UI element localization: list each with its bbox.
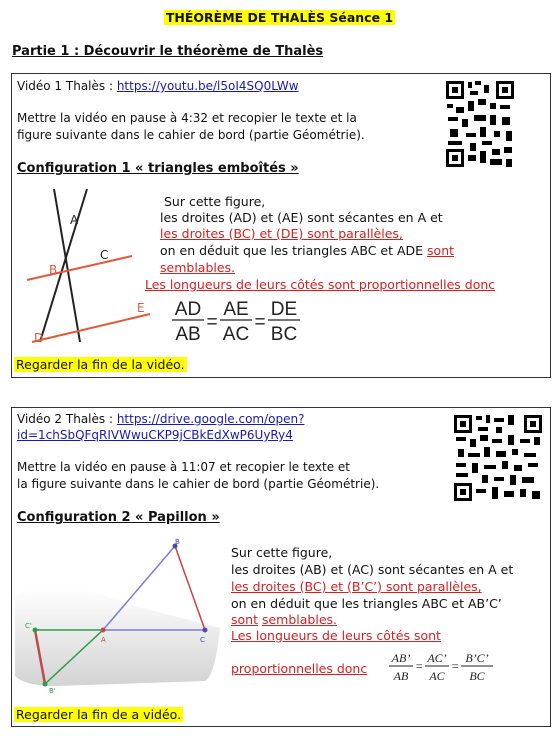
figure-papillon <box>15 536 225 696</box>
video-2-link[interactable]: https://drive.google.com/open? <box>116 412 305 426</box>
label-d: D <box>34 331 44 344</box>
part-heading: Partie 1 : Découvrir le théorème de Thalès <box>12 44 324 59</box>
video-2-line: Vidéo 2 Thalès : https://drive.google.com/open? <box>17 412 305 426</box>
formula-1 <box>170 296 330 346</box>
text-6: Les longueurs de leurs côtés sont proportionnelles donc <box>145 277 496 292</box>
text-2-3: les droites (BC) et (B’C’) sont parallèles, <box>231 579 482 594</box>
label-bprime: B' <box>49 687 56 695</box>
svg-text:DE: DE <box>270 299 298 320</box>
text-5: semblables. <box>160 260 236 275</box>
config-1-heading: Configuration 1 « triangles emboîtés » <box>17 161 299 176</box>
svg-text:BC: BC <box>270 324 298 345</box>
svg-text:BC: BC <box>469 669 485 683</box>
video-1-link[interactable]: https://youtu.be/l5oI4SQ0LWw <box>116 79 299 93</box>
figure-triangles-emboites <box>22 184 152 344</box>
text-3: les droites (BC) et (DE) sont parallèles, <box>160 226 403 241</box>
instruction-2b: la figure suivante dans le cahier de bord (partie Géométrie). <box>17 477 380 491</box>
formula-2 <box>387 648 497 688</box>
text-2-2: les droites (AB) et (AC) sont sécantes en A et <box>231 562 514 577</box>
svg-text:AB: AB <box>175 324 201 345</box>
svg-text:AC: AC <box>429 669 445 683</box>
label-a2: A <box>101 636 106 644</box>
text-1: Sur cette figure, <box>164 194 266 209</box>
video-1-box <box>11 73 551 378</box>
text-2-1: Sur cette figure, <box>231 545 333 560</box>
label-c: C <box>100 248 109 262</box>
config-2-heading: Configuration 2 « Papillon » <box>17 510 220 525</box>
svg-text:=: = <box>206 312 218 333</box>
svg-text:AB’: AB’ <box>391 651 411 665</box>
instruction-1b: figure suivante dans le cahier de bord (partie Géométrie). <box>17 128 365 142</box>
page-title: THÉORÈME DE THALÈS Séance 1 <box>165 10 394 25</box>
svg-text:B’C’: B’C’ <box>465 651 489 665</box>
text-2-4: on en déduit que les triangles ABC et AB’C’ <box>231 596 502 611</box>
svg-text:AC: AC <box>222 324 250 345</box>
text-2-5: sont semblables. <box>231 612 337 627</box>
label-c2: C <box>200 636 205 644</box>
label-e: E <box>137 301 145 315</box>
svg-text:=: = <box>414 659 424 673</box>
video-2-box <box>11 407 551 727</box>
svg-text:AC’: AC’ <box>427 651 447 665</box>
instruction-1a: Mettre la vidéo en pause à 4:32 et recopier le texte et la <box>17 111 357 125</box>
label-b: B <box>49 263 58 277</box>
qr-code-1-icon[interactable] <box>444 79 516 169</box>
video-2-link-cont[interactable]: id=1chSbQFqRIVWwuCKP9jCBkEdXwP6UyRy4 <box>17 428 293 442</box>
video-1-line: Vidéo 1 Thalès : https://youtu.be/l5oI4SQ0LWw <box>17 79 299 93</box>
end-note-1: Regarder la fin de la vidéo. <box>16 357 185 372</box>
end-note-2: Regarder la fin de a vidéo. <box>16 707 182 722</box>
svg-text:AB: AB <box>393 669 409 683</box>
instruction-2a: Mettre la vidéo en pause à 11:07 et recopier le texte et <box>17 460 350 474</box>
svg-text:AD: AD <box>174 299 202 320</box>
label-b2: B <box>175 538 180 546</box>
text-2: les droites (AD) et (AE) sont sécantes en A et <box>160 210 443 225</box>
label-a: A <box>70 213 79 227</box>
text-4: on en déduit que les triangles ABC et ADE sont <box>160 243 455 258</box>
svg-text:=: = <box>450 659 460 673</box>
text-2-6: Les longueurs de leurs côtés sont <box>231 628 441 643</box>
svg-text:AE: AE <box>223 299 249 320</box>
label-cprime: C' <box>25 622 32 630</box>
svg-text:=: = <box>254 312 266 333</box>
text-2-7: proportionnelles donc <box>231 661 368 676</box>
qr-code-2-icon[interactable] <box>452 413 544 503</box>
